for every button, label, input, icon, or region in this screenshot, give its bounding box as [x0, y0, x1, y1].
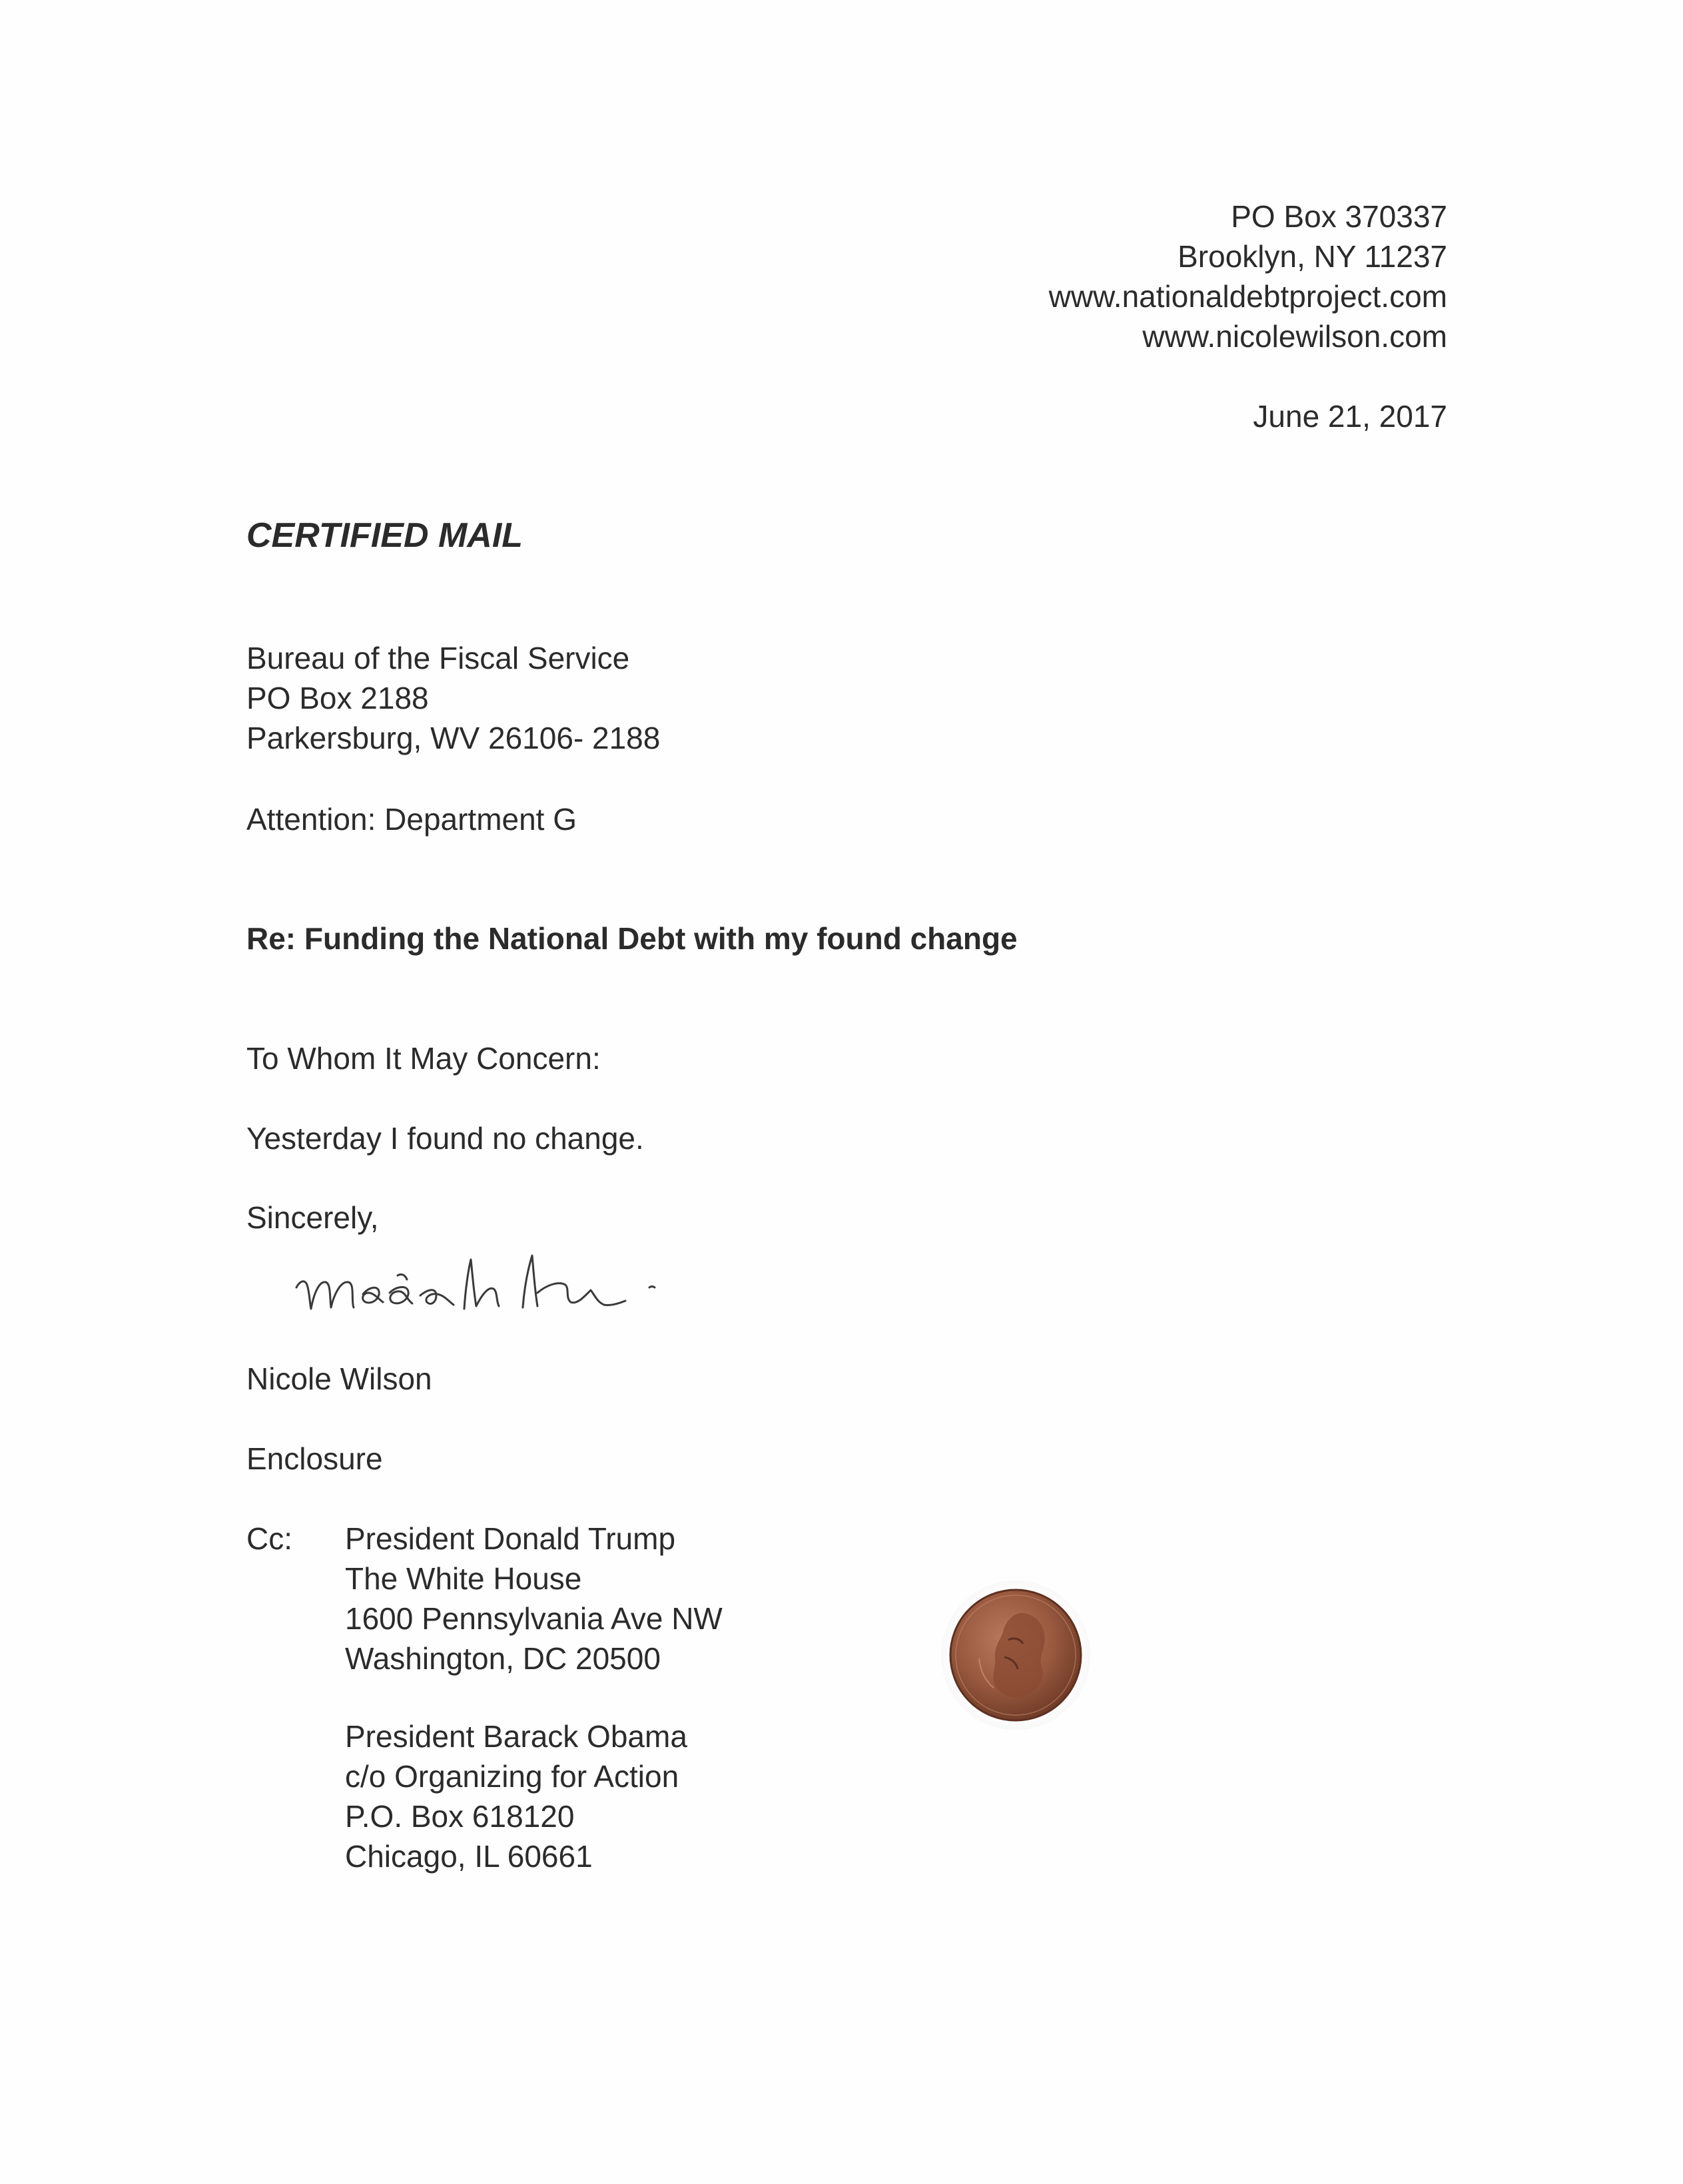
subject-line: Re: Funding the National Debt with my found change	[246, 921, 1018, 956]
cc2-organization: c/o Organizing for Action	[345, 1759, 679, 1794]
sender-city: Brooklyn, NY 11237	[1178, 239, 1447, 274]
sender-website-1: www.nationaldebtproject.com	[1048, 279, 1447, 314]
cc2-city: Chicago, IL 60661	[345, 1839, 593, 1874]
cc-recipient-1	[345, 1519, 723, 1678]
cc1-name: President Donald Trump	[345, 1521, 676, 1556]
letter-body: Yesterday I found no change.	[246, 1121, 644, 1156]
sender-website-2: www.nicolewilson.com	[1142, 319, 1447, 354]
cc-label: Cc:	[246, 1521, 292, 1556]
sender-po-box: PO Box 370337	[1231, 199, 1447, 234]
penny-coin-image	[939, 1579, 1092, 1732]
cc-recipient-2	[345, 1716, 687, 1876]
recipient-po-box: PO Box 2188	[246, 681, 429, 715]
closing: Sincerely,	[246, 1200, 379, 1235]
letter-date: June 21, 2017	[1253, 399, 1447, 434]
recipient-name: Bureau of the Fiscal Service	[246, 641, 630, 675]
signer-name: Nicole Wilson	[246, 1361, 432, 1396]
mail-type-heading: CERTIFIED MAIL	[246, 516, 523, 555]
cc1-street: 1600 Pennsylvania Ave NW	[345, 1601, 723, 1636]
recipient-city: Parkersburg, WV 26106- 2188	[246, 721, 661, 755]
cc2-name: President Barack Obama	[345, 1719, 687, 1754]
signature-image	[290, 1229, 689, 1335]
cc2-po-box: P.O. Box 618120	[345, 1799, 575, 1834]
sender-address	[1049, 196, 1447, 356]
salutation: To Whom It May Concern:	[246, 1041, 601, 1076]
recipient-address	[246, 638, 660, 758]
enclosure-note: Enclosure	[246, 1441, 383, 1476]
cc1-organization: The White House	[345, 1561, 582, 1596]
attention-line: Attention: Department G	[246, 802, 577, 837]
cc1-city: Washington, DC 20500	[345, 1641, 661, 1676]
